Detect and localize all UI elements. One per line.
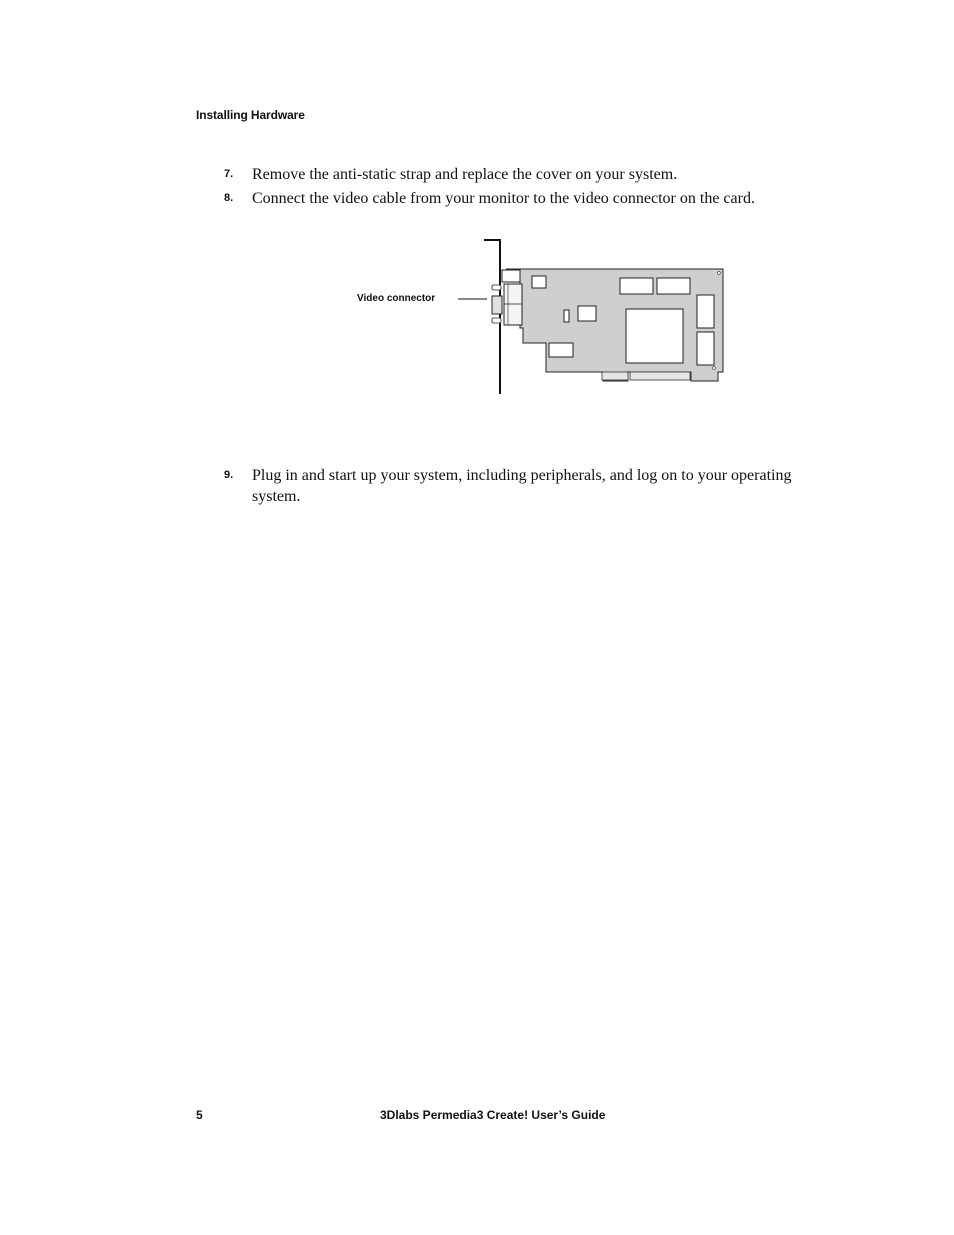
memory-chip xyxy=(657,278,690,294)
memory-chip xyxy=(620,278,653,294)
step-text: Connect the video cable from your monitor to the video connector on the card. xyxy=(252,190,755,207)
memory-chip xyxy=(697,332,714,365)
page-number: 5 xyxy=(196,1108,203,1122)
graphics-card-illustration xyxy=(350,232,730,398)
chip xyxy=(532,276,546,288)
connector-screw xyxy=(492,285,501,290)
video-connector xyxy=(504,284,522,325)
step-text: Remove the anti-static strap and replace the cover on your system. xyxy=(252,166,678,183)
edge-connector xyxy=(602,372,628,380)
component xyxy=(502,270,520,282)
step-number: 7. xyxy=(224,168,234,180)
step-number: 9. xyxy=(224,469,234,481)
edge-connector xyxy=(630,372,690,380)
graphics-processor xyxy=(626,309,683,363)
graphics-card-figure xyxy=(350,232,730,398)
connector-screw xyxy=(492,318,501,323)
component xyxy=(564,310,569,322)
step-number: 8. xyxy=(224,192,234,204)
chip xyxy=(578,306,596,321)
chip xyxy=(549,343,573,357)
mounting-hole xyxy=(713,367,716,370)
footer-title: 3Dlabs Permedia3 Create! User’s Guide xyxy=(380,1108,606,1122)
video-connector-body xyxy=(492,296,502,314)
mounting-hole xyxy=(718,272,721,275)
running-head: Installing Hardware xyxy=(196,108,305,122)
memory-chip xyxy=(697,295,714,328)
step-text: Plug in and start up your system, including peripherals, and log on to your operating system. xyxy=(252,467,792,505)
card-bracket xyxy=(484,240,500,394)
video-connector-callout: Video connector xyxy=(357,293,436,304)
